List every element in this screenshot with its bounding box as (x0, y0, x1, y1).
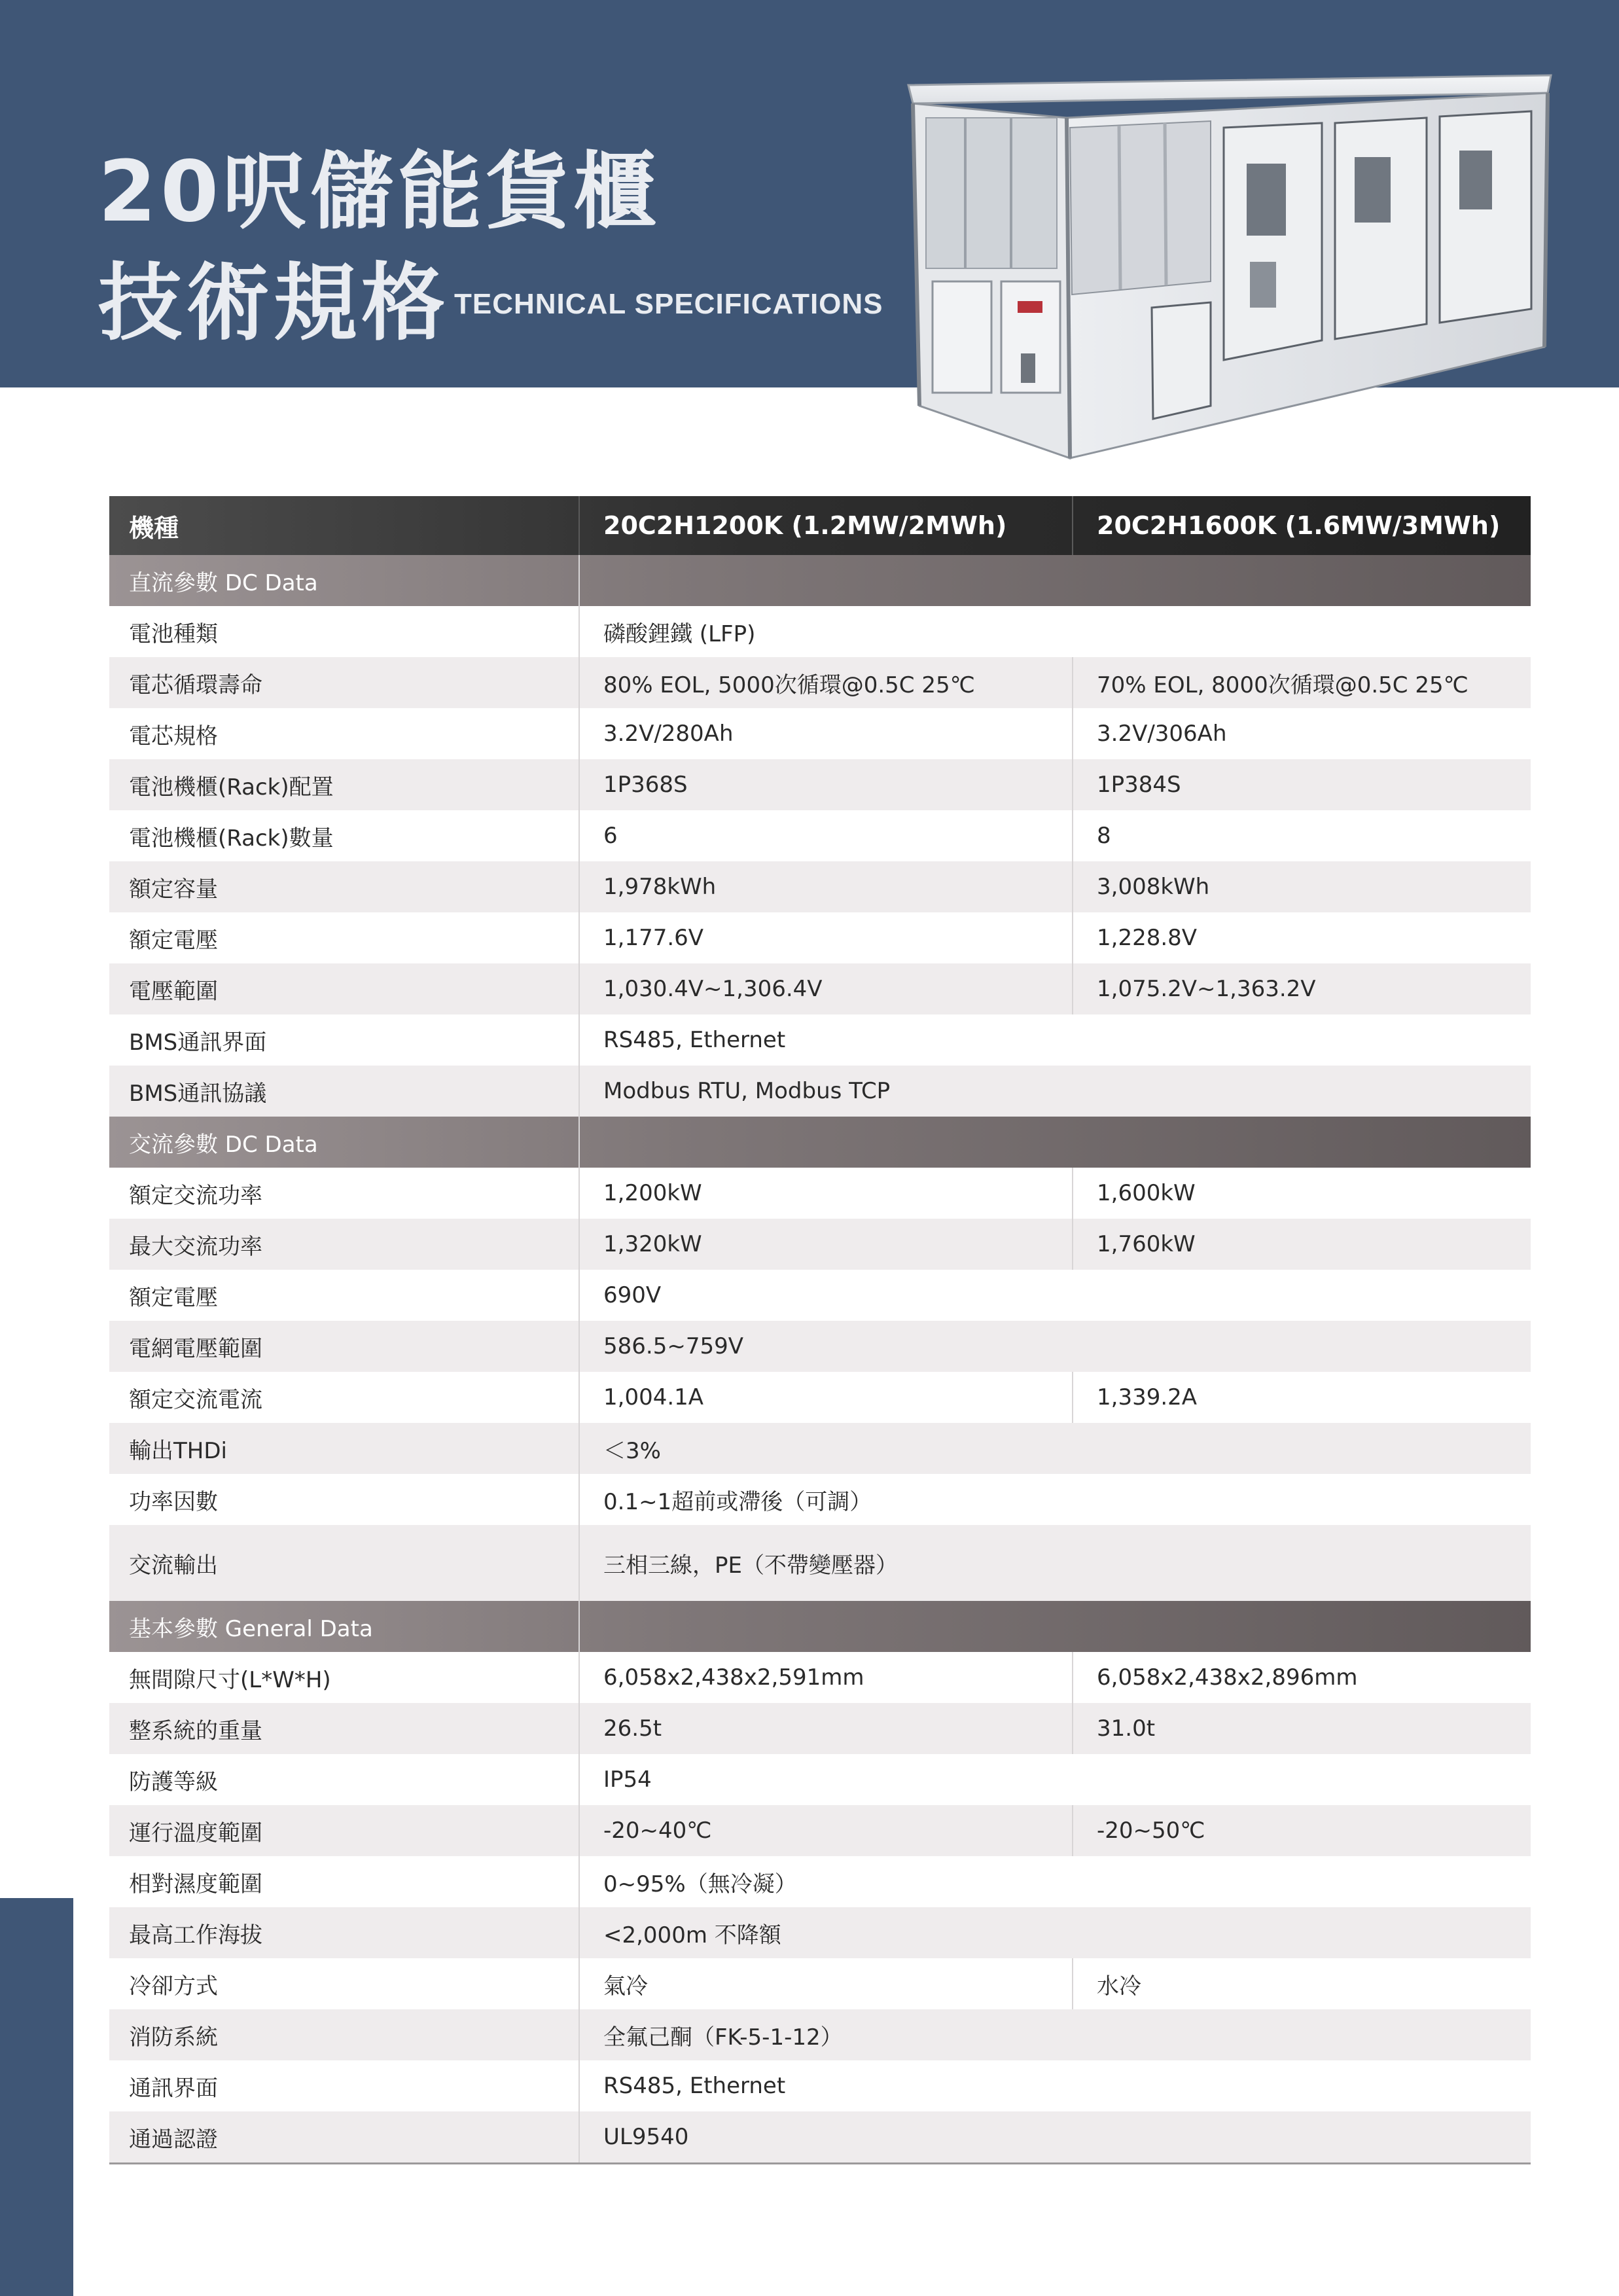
spec-label: 額定電壓 (129, 927, 218, 954)
section-title: 直流參數 DC Data (129, 569, 318, 596)
spec-label: 輸出THDi (129, 1437, 227, 1464)
spec-label: 電網電壓範圍 (129, 1335, 262, 1362)
spec-label: 電池機櫃(Rack)數量 (129, 825, 334, 852)
section-title: 交流參數 DC Data (129, 1131, 318, 1158)
spec-value-shared: 磷酸鋰鐵 (LFP) (578, 606, 1531, 657)
spec-value-model-1: 3.2V/280Ah (578, 708, 1072, 759)
spec-value-model-1: 80% EOL, 5000次循環@0.5C 25℃ (578, 657, 1072, 708)
spec-value-model-2: 1,600kW (1072, 1168, 1531, 1219)
spec-label: 最大交流功率 (129, 1233, 262, 1260)
spec-value-model-1: 氣冷 (578, 1958, 1072, 2009)
table-row (109, 606, 1531, 657)
table-row (109, 1219, 1531, 1270)
spec-value-model-2: 8 (1072, 810, 1531, 861)
spec-label: 電芯循環壽命 (129, 672, 262, 698)
spec-label: 通過認證 (129, 2126, 218, 2153)
spec-label: 最高工作海拔 (129, 1922, 262, 1948)
table-row (109, 1168, 1531, 1219)
spec-value-model-1: 1,030.4V~1,306.4V (578, 963, 1072, 1014)
spec-value-shared: 全氟己酮（FK-5-1-12） (578, 2009, 1531, 2060)
section-header-row (109, 1601, 1531, 1652)
section-header-row (109, 1117, 1531, 1168)
spec-value-model-1: 26.5t (578, 1703, 1072, 1754)
spec-value-model-1: 1,177.6V (578, 912, 1072, 963)
table-row (109, 1423, 1531, 1474)
table-row (109, 1805, 1531, 1856)
spec-label: 額定電壓 (129, 1284, 218, 1311)
spec-label: 相對濕度範圍 (129, 1871, 262, 1897)
spec-value-model-2: 6,058x2,438x2,896mm (1072, 1652, 1531, 1703)
section-title: 基本參數 General Data (129, 1615, 373, 1642)
spec-value-model-2: 1,760kW (1072, 1219, 1531, 1270)
spec-value-shared: RS485, Ethernet (578, 1014, 1531, 1066)
table-row (109, 657, 1531, 708)
table-row (109, 963, 1531, 1014)
spec-label: 額定交流功率 (129, 1182, 262, 1209)
header-label: 機種 (129, 513, 179, 543)
spec-value-model-1: 1,978kWh (578, 861, 1072, 912)
table-row (109, 1958, 1531, 2009)
section-spacer (578, 555, 1531, 606)
spec-label: 運行溫度範圍 (129, 1820, 262, 1846)
spec-label: 電壓範圍 (129, 978, 218, 1005)
header-model-1: 20C2H1200K (1.2MW/2MWh) (578, 496, 1072, 555)
spec-label: 電池機櫃(Rack)配置 (129, 774, 334, 800)
table-row (109, 1754, 1531, 1805)
spec-value-model-2: 1,228.8V (1072, 912, 1531, 963)
spec-value-model-1: 1,200kW (578, 1168, 1072, 1219)
table-row (109, 1372, 1531, 1423)
spec-value-model-2: 1,075.2V~1,363.2V (1072, 963, 1531, 1014)
table-row (109, 708, 1531, 759)
spec-value-model-1: 1P368S (578, 759, 1072, 810)
table-row (109, 2111, 1531, 2162)
spec-value-shared: UL9540 (578, 2111, 1531, 2162)
section-header-row (109, 555, 1531, 606)
spec-value-model-1: 6,058x2,438x2,591mm (578, 1652, 1072, 1703)
spec-label: 通訊界面 (129, 2075, 218, 2102)
page-subtitle-english: TECHNICAL SPECIFICATIONS (454, 288, 883, 320)
spec-value-model-2: 31.0t (1072, 1703, 1531, 1754)
table-row (109, 1321, 1531, 1372)
spec-value-shared: IP54 (578, 1754, 1531, 1805)
spec-value-shared: ＜3% (578, 1423, 1531, 1474)
spec-value-model-1: 6 (578, 810, 1072, 861)
spec-value-shared: 0~95%（無冷凝） (578, 1856, 1531, 1907)
spec-label: 無間隙尺寸(L*W*H) (129, 1666, 331, 1693)
spec-value-model-2: 1,339.2A (1072, 1372, 1531, 1423)
spec-value-shared: <2,000m 不降額 (578, 1907, 1531, 1958)
spec-value-model-1: 1,320kW (578, 1219, 1072, 1270)
spec-value-shared: RS485, Ethernet (578, 2060, 1531, 2111)
spec-value-shared: 690V (578, 1270, 1531, 1321)
spec-label: BMS通訊協議 (129, 1080, 267, 1107)
spec-label: 電芯規格 (129, 723, 218, 749)
table-row (109, 1066, 1531, 1117)
spec-value-model-2: 3,008kWh (1072, 861, 1531, 912)
table-row (109, 861, 1531, 912)
spec-value-model-2: 70% EOL, 8000次循環@0.5C 25℃ (1072, 657, 1531, 708)
spec-value-model-1: -20~40℃ (578, 1805, 1072, 1856)
spec-value-model-2: -20~50℃ (1072, 1805, 1531, 1856)
spec-value-shared: 三相三線，PE（不帶變壓器） (578, 1525, 1531, 1601)
spec-label: 消防系統 (129, 2024, 218, 2051)
table-row (109, 912, 1531, 963)
spec-value-shared: Modbus RTU, Modbus TCP (578, 1066, 1531, 1117)
spec-label: 功率因數 (129, 1488, 218, 1515)
header-model-2: 20C2H1600K (1.6MW/3MWh) (1072, 496, 1531, 555)
spec-label: 整系統的重量 (129, 1717, 262, 1744)
table-row (109, 1474, 1531, 1525)
table-row (109, 1014, 1531, 1066)
table-bottom-rule (109, 2162, 1531, 2164)
spec-value-model-2: 水冷 (1072, 1958, 1531, 2009)
spec-label: 防護等級 (129, 1768, 218, 1795)
table-row (109, 1907, 1531, 1958)
spec-value-model-1: 1,004.1A (578, 1372, 1072, 1423)
spec-label: 額定交流電流 (129, 1386, 262, 1413)
table-row (109, 810, 1531, 861)
spec-label: 交流輸出 (129, 1552, 218, 1579)
section-spacer (578, 1601, 1531, 1652)
left-accent-bar (0, 1898, 73, 2296)
table-row (109, 1856, 1531, 1907)
table-row (109, 2060, 1531, 2111)
table-row (109, 759, 1531, 810)
spec-value-shared: 586.5~759V (578, 1321, 1531, 1372)
table-row (109, 1703, 1531, 1754)
spec-value-model-2: 1P384S (1072, 759, 1531, 810)
section-spacer (578, 1117, 1531, 1168)
spec-label: BMS通訊界面 (129, 1029, 267, 1056)
spec-label: 冷卻方式 (129, 1973, 218, 2000)
table-row (109, 1270, 1531, 1321)
container-product-image (903, 65, 1564, 471)
spec-label: 電池種類 (129, 620, 218, 647)
spec-label: 額定容量 (129, 876, 218, 903)
table-row (109, 1525, 1531, 1601)
page-title-line2: 技術規格 (98, 255, 450, 352)
table-row (109, 2009, 1531, 2060)
table-header-row (109, 496, 1531, 555)
spec-value-shared: 0.1~1超前或滯後（可調） (578, 1474, 1531, 1525)
page-title-line1: 20呎儲能貨櫃 (98, 143, 662, 241)
spec-value-model-2: 3.2V/306Ah (1072, 708, 1531, 759)
table-row (109, 1652, 1531, 1703)
